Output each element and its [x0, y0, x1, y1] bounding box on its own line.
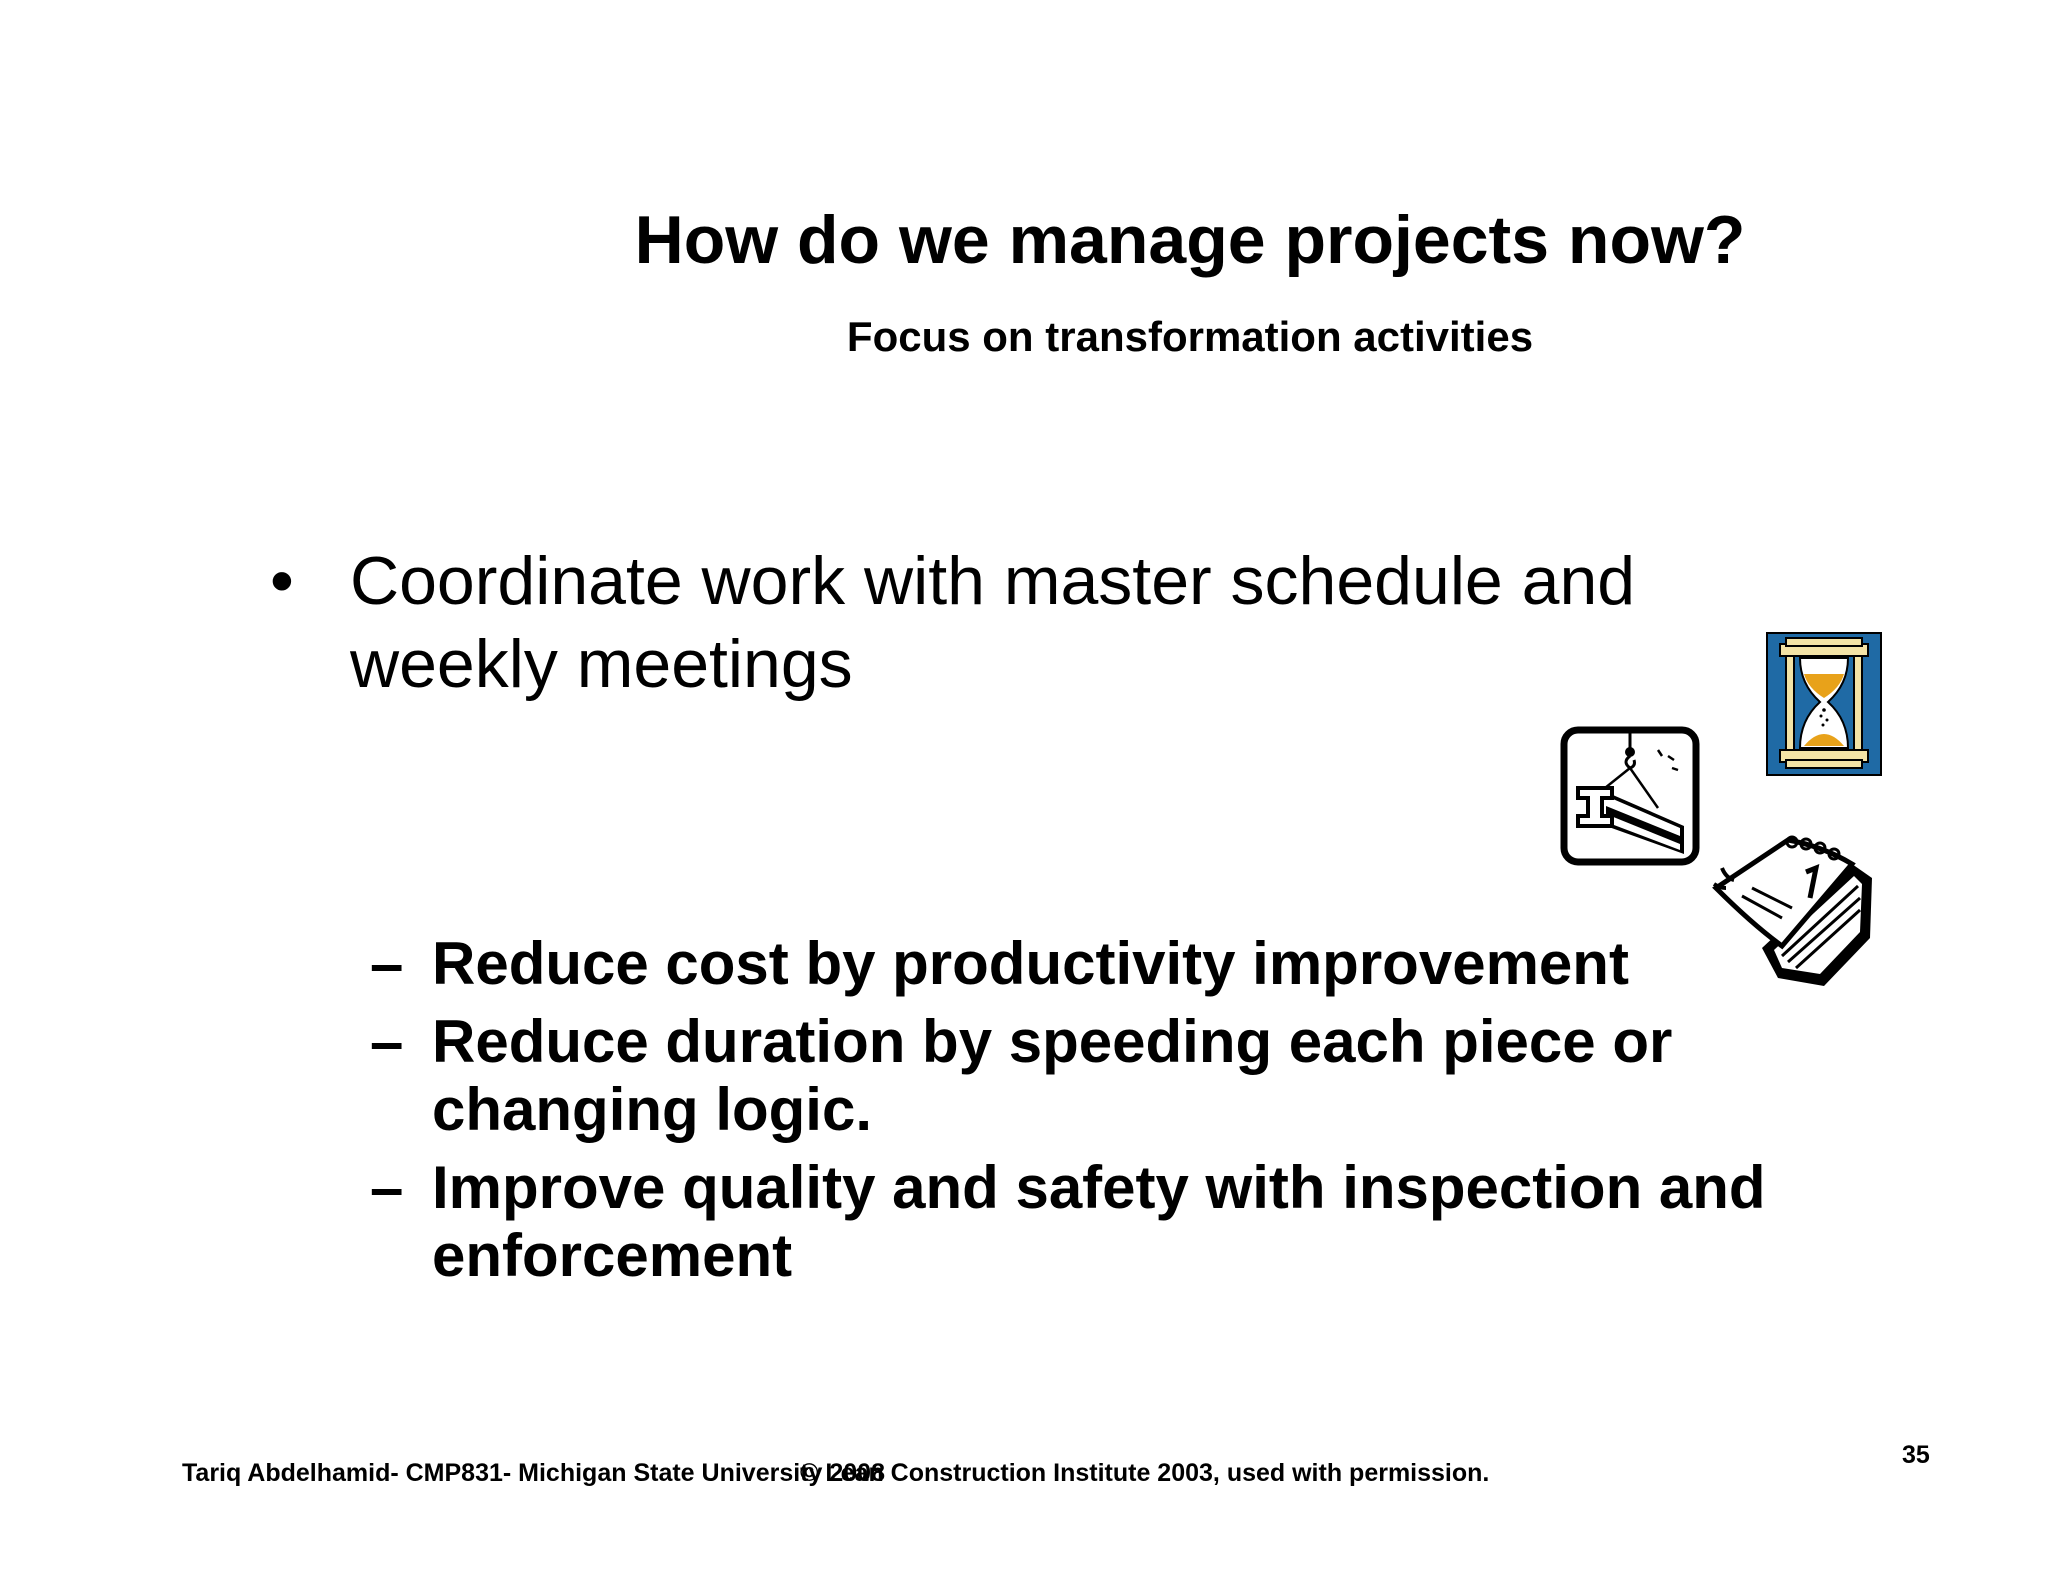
- sub-bullet-item: [370, 930, 1850, 998]
- slide-subtitle: Focus on transformation activities: [846, 313, 1534, 360]
- steel-beam-crane-icon: [1560, 726, 1700, 866]
- sub-bullet-text: Improve quality and safety with inspection and enforcement: [432, 1154, 1766, 1289]
- footer-author: Tariq Abdelhamid- CMP831- Michigan State University 2008: [182, 1459, 885, 1487]
- slide-title: How do we manage projects now?: [634, 202, 1746, 278]
- page-number: 35: [1902, 1441, 1930, 1469]
- main-bullet-text: Coordinate work with master schedule and weekly meetings: [350, 543, 1636, 702]
- footer-copyright: © Lean Construction Institute 2003, used with permission.: [800, 1459, 1490, 1487]
- hourglass-icon: [1766, 632, 1882, 776]
- sub-bullet-text: Reduce cost by productivity improvement: [432, 930, 1629, 997]
- bullet-symbol: •: [270, 543, 294, 619]
- calendar-icon: [1712, 828, 1880, 988]
- sub-bullet-item: [370, 1008, 1850, 1144]
- dash-symbol: –: [370, 1008, 404, 1075]
- dash-symbol: –: [370, 930, 404, 997]
- sub-bullet-item: [370, 1154, 1850, 1290]
- dash-symbol: –: [370, 1154, 404, 1221]
- sub-bullet-list: [370, 930, 1850, 1300]
- sub-bullet-text: Reduce duration by speeding each piece or changing logic.: [432, 1008, 1673, 1143]
